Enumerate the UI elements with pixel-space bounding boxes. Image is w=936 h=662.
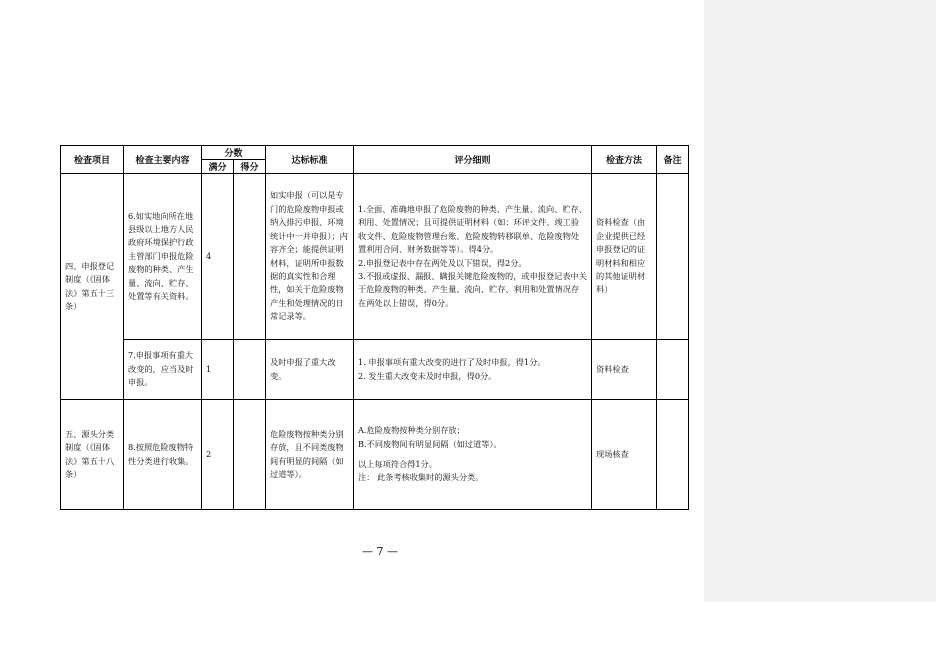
row-item: 五、源头分类制度（《固体法》第五十八条） — [61, 400, 124, 510]
header-content: 检查主要内容 — [124, 146, 202, 174]
page-number: — 7 — — [362, 545, 398, 558]
header-full-score: 满分 — [202, 160, 234, 174]
detail-line: 1.全面、准确地申报了危险废物的种类、产生量、流向、贮存、利用、处置情况；且可提供证明材料（如：环评文件、竣工验收文件、危险废物管理台账、危险废物转移联单、危险废物处置利用合同、财务数据等等）。得4分。 — [358, 203, 587, 255]
header-method: 检查方法 — [592, 146, 657, 174]
header-details: 评分细则 — [354, 146, 592, 174]
table-row — [61, 174, 689, 340]
row-got-score — [234, 400, 266, 510]
header-standard: 达标标准 — [266, 146, 354, 174]
header-item: 检查项目 — [61, 146, 124, 174]
row-full-score: 2 — [202, 400, 234, 510]
row-method: 资料检查（由企业提供已经申报登记的证明材料和相应的其他证明材料） — [592, 174, 657, 340]
detail-line: 2.申报登记表中存在两处及以下错误，得2分。 — [358, 257, 527, 268]
header-remark: 备注 — [657, 146, 689, 174]
detail-spacer — [358, 451, 587, 458]
row-method: 资料检查 — [592, 340, 657, 400]
row-item: 四、申报登记制度（《固体法》第五十三条） — [61, 174, 124, 400]
header-got-score: 得分 — [234, 160, 266, 174]
row-standard: 如实申报（可以是专门的危险废物申报或纳入排污申报、环境统计中一并申报）；内容齐全；能提供证明材料，证明所申报数据的真实性和合理性，如关于危险废物产生和处理情况的日常记录等。 — [266, 174, 354, 340]
row-details — [354, 400, 592, 510]
row-remark — [657, 400, 689, 510]
row-got-score — [234, 174, 266, 340]
row-got-score — [234, 340, 266, 400]
detail-line: 3.不报或虚报、漏报、瞒报关键危险废物的，或申报登记表中关于危险废物的种类、产生量、流向、贮存、利用和处置情况存在两处以上错误，得0分。 — [358, 270, 587, 308]
detail-line: 1. 申报事项有重大改变的进行了及时申报，得1分。 — [358, 357, 546, 368]
header-row — [61, 146, 689, 160]
row-standard: 危险废物按种类分别存放，且不同类废物间有明显的间隔（如过道等）。 — [266, 400, 354, 510]
row-details — [354, 174, 592, 340]
row-content: 7.申报事项有重大改变的，应当及时申报。 — [124, 340, 202, 400]
row-remark — [657, 340, 689, 400]
detail-line: B.不同废物间有明显间隔（如过道等）。 — [358, 438, 502, 449]
table-row — [61, 400, 689, 510]
detail-line: 注： 此条考核收集时的源头分类。 — [358, 472, 484, 483]
detail-line: A.危险废物按种类分别存放； — [358, 425, 465, 436]
header-score: 分数 — [202, 146, 266, 160]
row-content: 8.按照危险废物特性分类进行收集。 — [124, 400, 202, 510]
row-standard: 及时申报了重大改变。 — [266, 340, 354, 400]
detail-line: 以上每项符合得1分。 — [358, 459, 437, 469]
row-details — [354, 340, 592, 400]
detail-line: 2. 发生重大改变未及时申报，得0分。 — [358, 370, 497, 381]
table-row — [61, 340, 689, 400]
row-full-score: 1 — [202, 340, 234, 400]
comment-margin-panel — [704, 0, 936, 602]
row-remark — [657, 174, 689, 340]
inspection-table — [60, 145, 689, 510]
row-full-score: 4 — [202, 174, 234, 340]
row-method: 现场核查 — [592, 400, 657, 510]
row-content: 6.如实地向所在地县级以上地方人民政府环境保护行政主管部门申报危险废物的种类、产生量、流向、贮存、处置等有关资料。 — [124, 174, 202, 340]
